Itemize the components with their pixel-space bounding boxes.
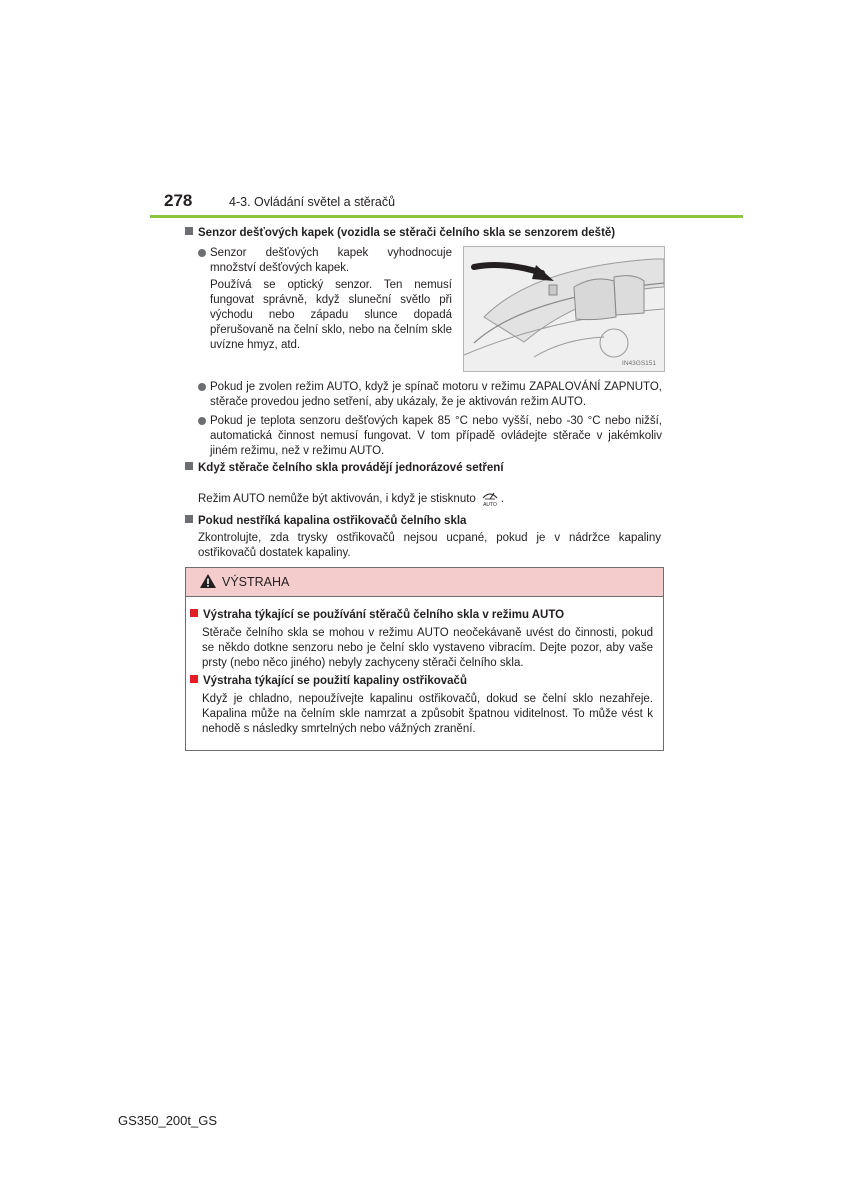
rain-sensor-heading (185, 226, 615, 241)
warning-item-1-text: Stěrače čelního skla se mohou v režimu AUTO neočekávaně uvést do činnosti, pokud se někdo dotkne senzoru nebo je čelní sklo vystaveno vibracím. Dejte pozor, aby vaše prsty (nebo něco jiného) nebyly zachyceny stěrači čelního skla. (202, 627, 653, 669)
wiper-icon-label: AUTO (482, 502, 497, 507)
model-code: GS350_200t_GS (118, 1113, 218, 1128)
page-number: 278 (164, 191, 193, 210)
figure-code: IN43GS151 (622, 360, 656, 367)
single-wipe-text-before: Režim AUTO nemůže být aktivován, i když je stisknuto (198, 493, 476, 505)
round-bullet-icon (198, 383, 206, 391)
warning-header (186, 568, 663, 597)
square-bullet-icon (185, 462, 193, 470)
warning-item-2-text: Když je chladno, nepoužívejte kapalinu ostřikovačů, dokud se čelní sklo nezahřeje. Kapalina může na čelním skle namrzat a způsobit špatnou viditelnost. To může vést k nehodě s následky smrtelných nebo vážných zranění. (202, 693, 653, 735)
rain-sensor-heading-text: Senzor dešťových kapek (vozidla se stěrači čelního skla se senzorem deště) (198, 227, 616, 239)
warning-item-2-heading (190, 674, 467, 689)
section-title: 4-3. Ovládání světel a stěračů (229, 195, 396, 209)
rain-sensor-bullet-2 (198, 380, 662, 410)
windshield-sensor-illustration (463, 246, 665, 372)
bullet-text: Senzor dešťových kapek vyhodnocuje množství dešťových kapek. (210, 247, 452, 274)
car-interior-drawing (464, 247, 664, 371)
single-wipe-heading (185, 461, 504, 476)
single-wipe-heading-text: Když stěrače čelního skla provádějí jednorázové setření (198, 462, 504, 474)
warning-title: VÝSTRAHA (222, 575, 290, 589)
square-bullet-icon (185, 227, 193, 235)
warning-item-2-heading-text: Výstraha týkající se použití kapaliny ostřikovačů (203, 675, 467, 687)
bullet-text: Pokud je zvolen režim AUTO, když je spínač motoru v režimu ZAPALOVÁNÍ ZAPNUTO, stěrače provedou jedno setření, aby ukázaly, že je aktivován režim AUTO. (210, 381, 662, 408)
bullet-text: Pokud je teplota senzoru dešťových kapek 85 °C nebo vyšší, nebo -30 °C nebo nižší, automatická činnost nemusí fungovat. V tom případě ovládejte stěrače v jakémkoliv jiném režimu, než v režimu AUTO. (210, 415, 662, 457)
square-bullet-icon (185, 515, 193, 523)
warning-item-1-heading-text: Výstraha týkající se používání stěračů čelního skla v režimu AUTO (203, 609, 565, 621)
warning-triangle-icon (199, 573, 217, 589)
red-square-bullet-icon (190, 609, 198, 617)
single-wipe-text-after: . (500, 493, 505, 505)
rain-sensor-bullet-1 (198, 246, 452, 276)
warning-box (185, 567, 664, 751)
optical-sensor-paragraph: Používá se optický senzor. Ten nemusí fungovat správně, když sluneční světlo při východu nebo západu slunce dopadá přerušovaně na čelní sklo, nebo na čelním skle uvízne hmyz, atd. (210, 279, 452, 351)
header-rule (150, 215, 743, 218)
round-bullet-icon (198, 249, 206, 257)
wiper-auto-icon (479, 489, 501, 507)
no-fluid-heading (185, 514, 466, 529)
red-square-bullet-icon (190, 675, 198, 683)
warning-item-1-heading (190, 608, 564, 623)
single-wipe-text (198, 489, 504, 507)
rain-sensor-bullet-3 (198, 414, 662, 459)
no-fluid-heading-text: Pokud nestříká kapalina ostřikovačů čelního skla (198, 515, 467, 527)
round-bullet-icon (198, 417, 206, 425)
no-fluid-text: Zkontrolujte, zda trysky ostřikovačů nejsou ucpané, pokud je v nádržce kapaliny ostřikovačů dostatek kapaliny. (198, 532, 661, 559)
